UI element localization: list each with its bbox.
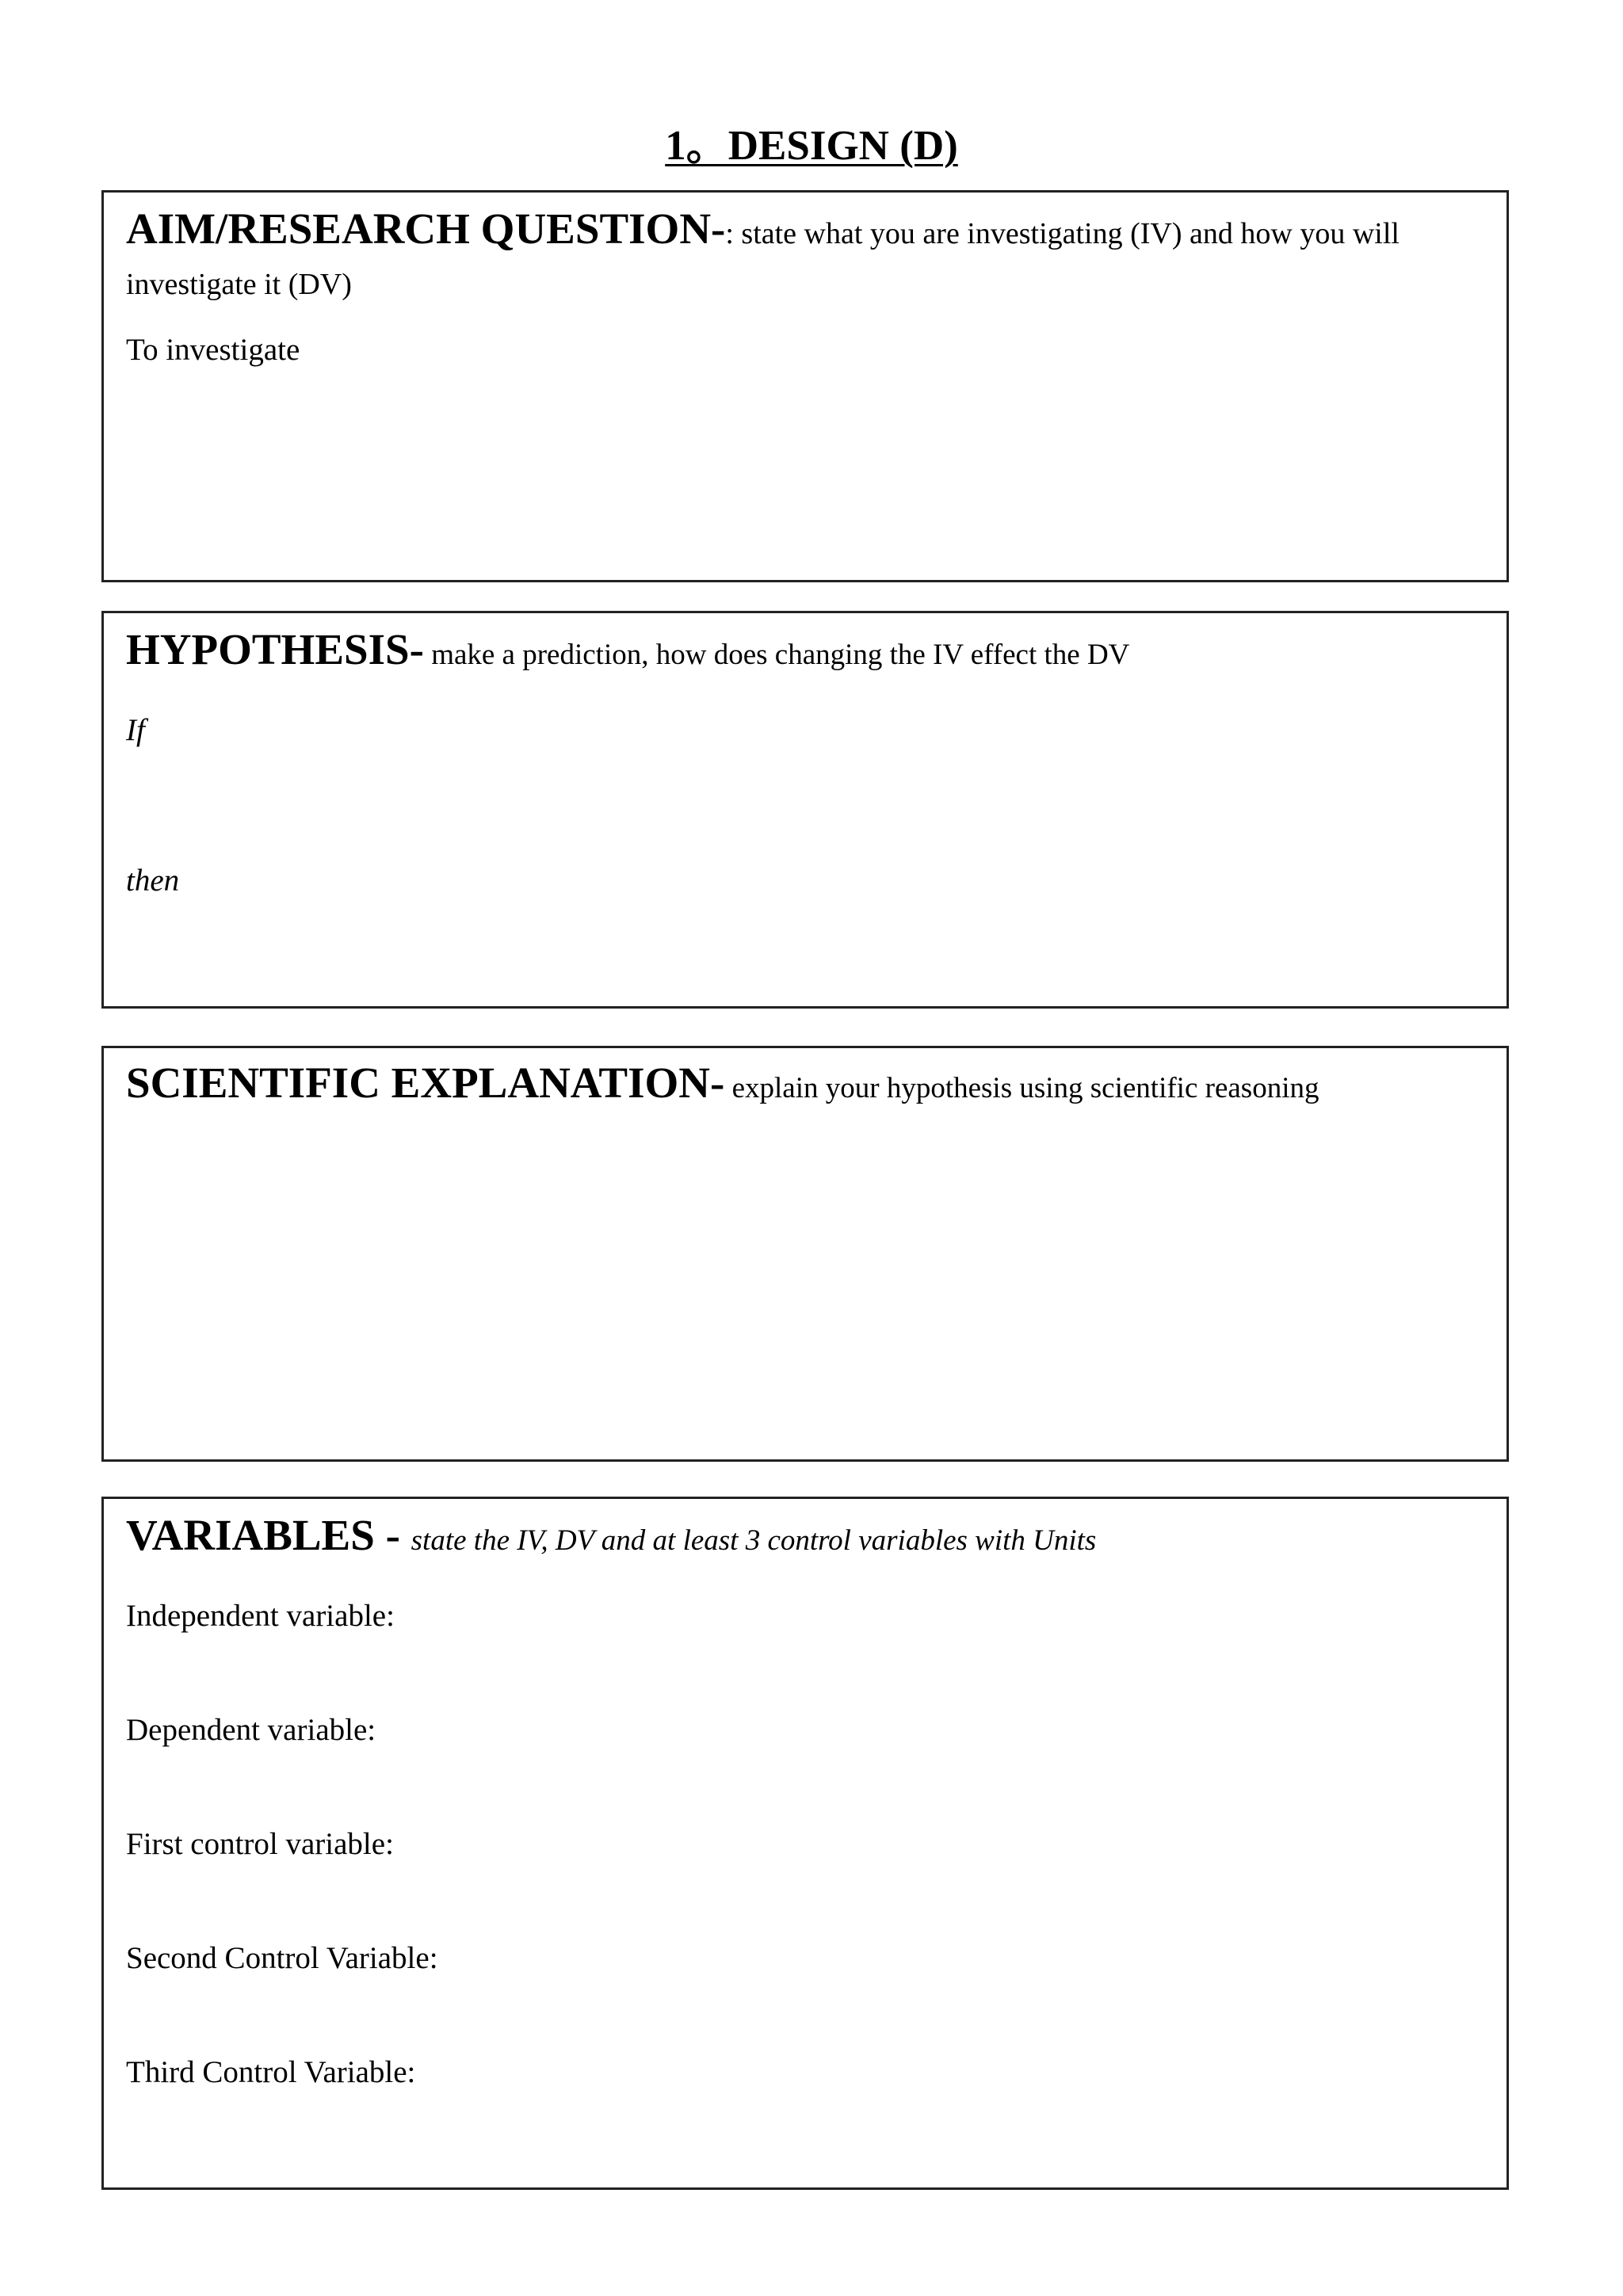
third-control-variable-label: Third Control Variable: bbox=[126, 2055, 416, 2089]
scientific-explanation-description: explain your hypothesis using scientific reasoning bbox=[724, 1072, 1319, 1104]
hypothesis-heading-line bbox=[126, 627, 1475, 683]
aim-heading: AIM/RESEARCH QUESTION- bbox=[126, 204, 726, 253]
scientific-explanation-heading: SCIENTIFIC EXPLANATION- bbox=[126, 1058, 725, 1107]
variables-heading-line bbox=[126, 1513, 1475, 1569]
aim-research-question-box[interactable] bbox=[101, 190, 1509, 582]
hypothesis-box[interactable] bbox=[101, 611, 1509, 1009]
aim-starter-text: To investigate bbox=[126, 333, 300, 367]
hypothesis-then-label: then bbox=[126, 864, 180, 898]
scientific-explanation-heading-line bbox=[126, 1058, 1475, 1116]
variables-description: state the IV, DV and at least 3 control variables with Units bbox=[411, 1524, 1097, 1557]
page-title: 1。DESIGN (D) bbox=[665, 123, 958, 169]
aim-description: : state what you are investigating (IV) and how you will investigate it (DV) bbox=[126, 217, 1400, 301]
independent-variable-label: Independent variable: bbox=[126, 1599, 395, 1633]
second-control-variable-label: Second Control Variable: bbox=[126, 1941, 438, 1975]
dependent-variable-label: Dependent variable: bbox=[126, 1713, 376, 1747]
scientific-explanation-box[interactable] bbox=[101, 1046, 1509, 1462]
hypothesis-heading: HYPOTHESIS- bbox=[126, 625, 424, 673]
variables-box[interactable] bbox=[101, 1497, 1509, 2190]
hypothesis-description: make a prediction, how does changing the IV effect the DV bbox=[423, 639, 1130, 671]
variables-heading: VARIABLES - bbox=[126, 1511, 411, 1559]
hypothesis-if-label: If bbox=[126, 713, 145, 747]
first-control-variable-label: First control variable: bbox=[126, 1827, 394, 1861]
aim-heading-line bbox=[126, 204, 1475, 313]
